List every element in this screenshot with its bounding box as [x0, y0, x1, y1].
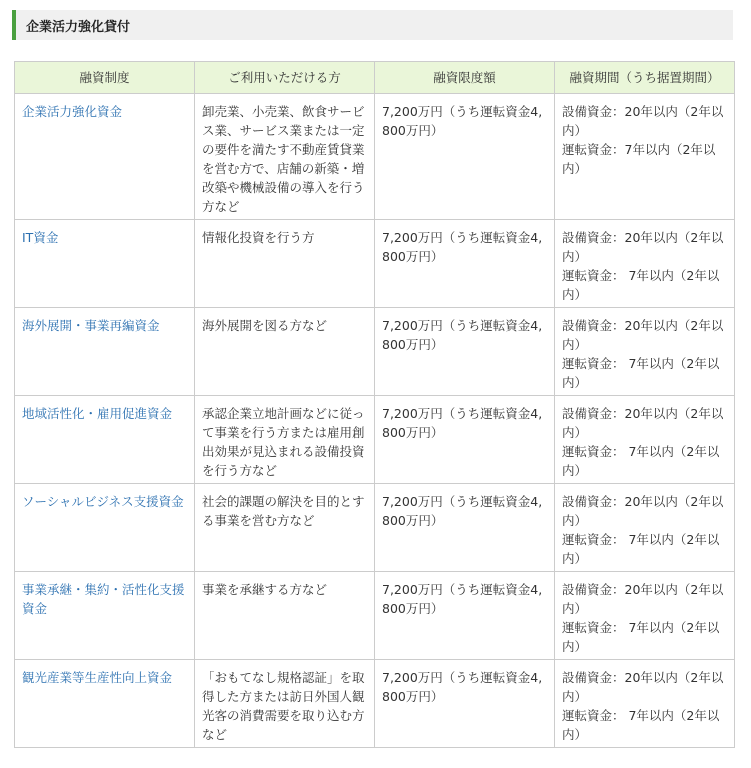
program-name-cell: [15, 220, 195, 308]
loan-table: [14, 61, 735, 748]
period-operating: 運転資金：7年以内（2年以内）: [562, 142, 716, 176]
program-name-cell: [15, 396, 195, 484]
loan-period-cell: [555, 94, 735, 220]
program-link[interactable]: 地域活性化・雇用促進資金: [22, 406, 173, 421]
table-row: [15, 660, 735, 748]
eligible-users-cell: 卸売業、小売業、飲食サービス業、サービス業または一定の要件を満たす不動産賃貸業を営む方で、店舗の新築・増改築や機械設備の導入を行う方など: [195, 94, 375, 220]
eligible-users-cell: 情報化投資を行う方: [195, 220, 375, 308]
header-row: [15, 62, 735, 94]
header-loan-limit: 融資限度額: [375, 62, 555, 94]
table-row: [15, 220, 735, 308]
loan-limit-cell: 7,200万円（うち運転資金4,800万円）: [375, 220, 555, 308]
loan-period-cell: [555, 484, 735, 572]
loan-period-cell: [555, 396, 735, 484]
section-heading: 企業活力強化貸付: [12, 10, 733, 40]
header-loan-period: 融資期間（うち据置期間）: [555, 62, 735, 94]
period-operating: 運転資金： 7年以内（2年以内）: [562, 444, 720, 478]
eligible-users-cell: 承認企業立地計画などに従って事業を行う方または雇用創出効果が見込まれる設備投資を行う方など: [195, 396, 375, 484]
loan-period-cell: [555, 308, 735, 396]
period-equipment: 設備資金：20年以内（2年以内）: [562, 582, 724, 616]
program-link[interactable]: 観光産業等生産性向上資金: [22, 670, 173, 685]
eligible-users-cell: 社会的課題の解決を目的とする事業を営む方など: [195, 484, 375, 572]
table-row: [15, 572, 735, 660]
program-name-cell: [15, 94, 195, 220]
loan-limit-cell: 7,200万円（うち運転資金4,800万円）: [375, 572, 555, 660]
header-loan-program: 融資制度: [15, 62, 195, 94]
program-link[interactable]: ソーシャルビジネス支援資金: [22, 494, 184, 509]
program-link[interactable]: 海外展開・事業再編資金: [22, 318, 160, 333]
period-equipment: 設備資金：20年以内（2年以内）: [562, 406, 724, 440]
loan-limit-cell: 7,200万円（うち運転資金4,800万円）: [375, 308, 555, 396]
program-name-cell: [15, 660, 195, 748]
loan-limit-cell: 7,200万円（うち運転資金4,800万円）: [375, 660, 555, 748]
loan-limit-cell: 7,200万円（うち運転資金4,800万円）: [375, 484, 555, 572]
period-operating: 運転資金： 7年以内（2年以内）: [562, 620, 720, 654]
program-link[interactable]: 事業承継・集約・活性化支援資金: [22, 582, 185, 616]
period-equipment: 設備資金：20年以内（2年以内）: [562, 494, 724, 528]
eligible-users-cell: 事業を承継する方など: [195, 572, 375, 660]
loan-period-cell: [555, 572, 735, 660]
program-name-cell: [15, 572, 195, 660]
program-name-cell: [15, 308, 195, 396]
loan-period-cell: [555, 220, 735, 308]
program-link[interactable]: 企業活力強化資金: [22, 104, 123, 119]
loan-period-cell: [555, 660, 735, 748]
loan-limit-cell: 7,200万円（うち運転資金4,800万円）: [375, 396, 555, 484]
table-row: [15, 396, 735, 484]
loan-limit-cell: 7,200万円（うち運転資金4,800万円）: [375, 94, 555, 220]
header-eligible-users: ご利用いただける方: [195, 62, 375, 94]
eligible-users-cell: 「おもてなし規格認証」を取得した方または訪日外国人観光客の消費需要を取り込む方など: [195, 660, 375, 748]
period-equipment: 設備資金：20年以内（2年以内）: [562, 104, 724, 138]
period-operating: 運転資金： 7年以内（2年以内）: [562, 708, 720, 742]
program-link[interactable]: IT資金: [22, 230, 59, 245]
period-equipment: 設備資金：20年以内（2年以内）: [562, 670, 724, 704]
program-name-cell: [15, 484, 195, 572]
period-operating: 運転資金： 7年以内（2年以内）: [562, 268, 720, 302]
eligible-users-cell: 海外展開を図る方など: [195, 308, 375, 396]
period-equipment: 設備資金：20年以内（2年以内）: [562, 230, 724, 264]
table-row: [15, 308, 735, 396]
table-row: [15, 484, 735, 572]
table-row: [15, 94, 735, 220]
table-header: [15, 62, 735, 94]
period-operating: 運転資金： 7年以内（2年以内）: [562, 532, 720, 566]
period-operating: 運転資金： 7年以内（2年以内）: [562, 356, 720, 390]
period-equipment: 設備資金：20年以内（2年以内）: [562, 318, 724, 352]
